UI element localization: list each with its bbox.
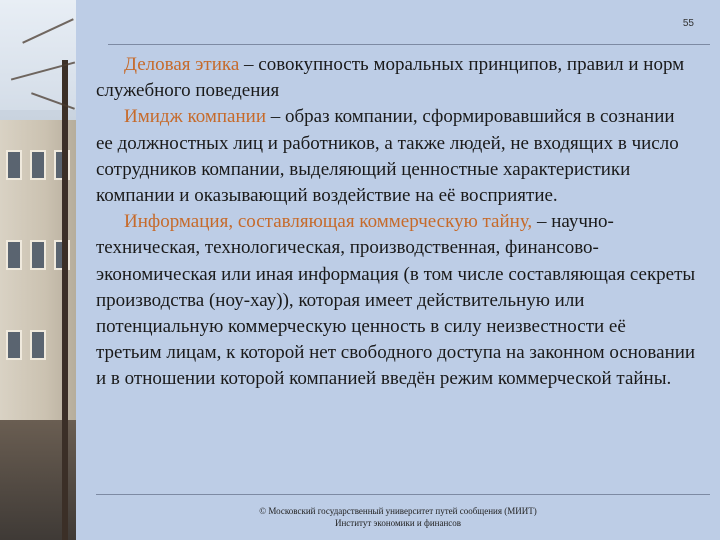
- slide-panel: [76, 0, 720, 540]
- definition-term: Деловая этика: [124, 54, 240, 75]
- photo-window: [30, 240, 46, 270]
- photo-window: [30, 150, 46, 180]
- footer-institute: Институт экономики и финансов: [334, 518, 462, 528]
- definition-paragraph: [96, 104, 696, 209]
- slide-body: [96, 52, 696, 393]
- definition-text: – совокупность моральных принципов, правил и норм служебного поведения: [96, 54, 685, 102]
- decorative-building-photo: [0, 0, 76, 540]
- photo-window: [6, 150, 22, 180]
- photo-tree-trunk: [62, 60, 68, 540]
- definition-text: – научно-техническая, технологическая, производственная, финансово-экономическая или иная информация (в том числе составляющая секреты производства (ноу-хау)), которая имеет действительную или потенциальную коммерческую ценность в силу неизвестности её третьим лицам, к которой нет свободного доступа на законном основании и в отношении которой компанией введён режим коммерческой тайны.: [96, 211, 696, 390]
- photo-window: [6, 240, 22, 270]
- definition-term: Имидж компании: [124, 106, 266, 128]
- slide-number: 55: [682, 18, 694, 29]
- footer-copyright: © Московский государственный университет путей сообщения (МИИТ): [259, 506, 537, 516]
- definition-paragraph: [96, 209, 696, 392]
- top-divider: [108, 44, 710, 45]
- definition-term: Информация, составляющая коммерческую тайну,: [124, 211, 533, 233]
- definition-paragraph: [96, 52, 696, 104]
- definition-text: – образ компании, сформировавшийся в сознании ее должностных лиц и работников, а также людей, не входящих в число сотрудников компании, выделяющий ценностные характеристики компании и оказывающий воздействие на её восприятие.: [96, 106, 679, 207]
- photo-window: [6, 330, 22, 360]
- slide-footer: [76, 505, 720, 529]
- bottom-divider: [96, 494, 710, 495]
- photo-window: [30, 330, 46, 360]
